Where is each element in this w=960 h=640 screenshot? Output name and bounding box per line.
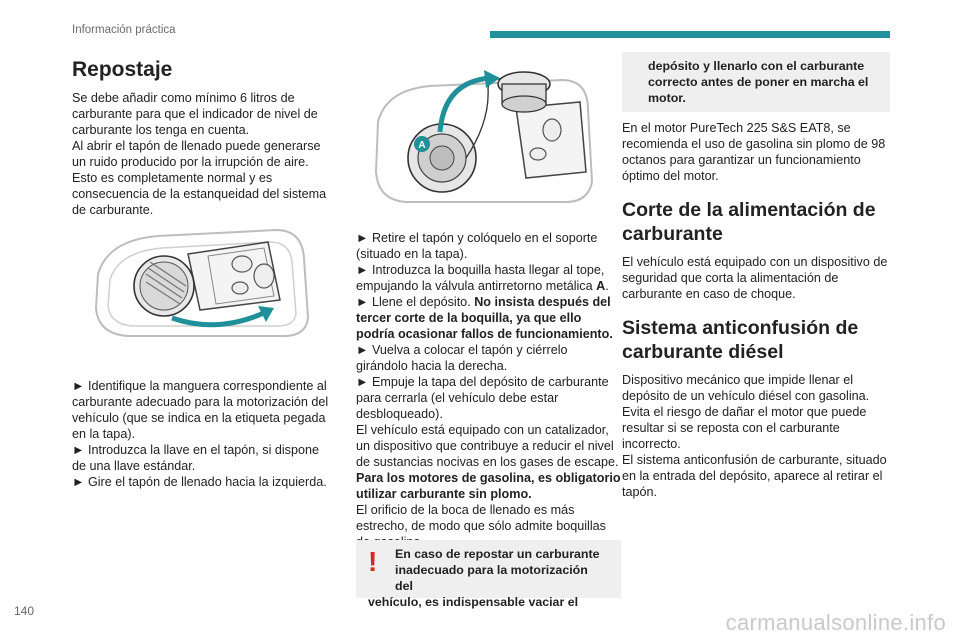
unleaded-notice: Para los motores de gasolina, es obligatorio utilizar carburante sin plomo. — [356, 471, 621, 501]
step-identify-hose: ► Identifique la manguera correspondiente al carburante adecuado para la motorización del vehículo (que se indica en la etiqueta pegada en la tapa). — [72, 379, 329, 441]
step-fill-tank: ► Llene el depósito. No insista después del tercer corte de la boquilla, ya que ello podría ocasionar fallos de funcionamiento. — [356, 295, 613, 341]
valve-label-a: A — [418, 140, 426, 151]
intro-paragraph-2: Al abrir el tapón de llenado puede generarse un ruido producido por la irrupción de aire. Esto es completamente normal y es consecuencia de la estanqueidad del sistema de carburante. — [72, 139, 327, 217]
step-turn-cap: ► Gire el tapón de llenado hacia la izquierda. — [72, 475, 327, 489]
section-title-fuel-cut: Corte de la alimentación de carburante — [622, 199, 876, 245]
section-header: Información práctica — [72, 24, 176, 36]
warning-text: En caso de repostar un carburante inadecuado para la motorización del vehículo, es indispensable vaciar el — [368, 547, 600, 609]
intro-paragraph: Se debe añadir como mínimo 6 litros de carburante para que el indicador de nivel de carburante los tenga en cuenta. — [72, 91, 318, 137]
step-insert-nozzle: ► Introduzca la boquilla hasta llegar al tope, empujando la válvula antirretorno metálica A. — [356, 263, 609, 293]
misfuel-paragraph-1: Dispositivo mecánico que impide llenar el depósito de un vehículo diésel con gasolina. Evita el riesgo de dañar el motor que puede resultar si se reposta con el carburante incorrecto. — [622, 373, 870, 451]
warning-box-continuation — [622, 52, 890, 112]
nozzle-note: El orificio de la boca de llenado es más estrecho, de modo que sólo admite boquillas — [356, 503, 606, 533]
puretech-paragraph: En el motor PureTech 225 S&S EAT8, se recomienda el uso de gasolina sin plomo de 98 octanos para garantizar un funcionamiento óptimo del motor. — [622, 121, 886, 183]
column-right — [622, 120, 890, 500]
fuel-nozzle-illustration — [366, 62, 600, 212]
page-number: 140 — [14, 604, 35, 618]
warning-box — [356, 540, 621, 609]
warning-text-continuation: depósito y llenarlo con el carburante correcto antes de poner en marcha el motor. — [648, 59, 869, 105]
step-replace-cap: ► Vuelva a colocar el tapón y ciérrelo girándolo hacia la derecha. — [356, 343, 568, 373]
column-left — [72, 58, 334, 218]
step-close-flap: ► Empuje la tapa del depósito de carburante para cerrarla (el vehículo debe estar desbloqueado). — [356, 375, 609, 421]
fuel-cut-paragraph: El vehículo está equipado con un dispositivo de seguridad que corta la alimentación de carburante en caso de choque. — [622, 255, 888, 301]
warning-icon: ! — [368, 546, 378, 577]
section-title-misfuel: Sistema anticonfusión de carburante diésel — [622, 317, 859, 363]
misfuel-paragraph-2: El sistema anticonfusión de carburante, situado en la entrada del depósito, aparece al retirar el tapón. — [622, 453, 887, 499]
header-accent-bar — [490, 31, 890, 38]
column-middle — [356, 230, 621, 550]
step-insert-key: ► Introduzca la llave en el tapón, si dispone de una llave estándar. — [72, 443, 319, 473]
step-remove-cap: ► Retire el tapón y colóquelo en el soporte (situado en la tapa). — [356, 231, 598, 261]
site-watermark: carmanualsonline.info — [725, 610, 946, 635]
catalyst-paragraph: El vehículo está equipado con un catalizador, un dispositivo que contribuye a reducir el nivel de sustancias nocivas en los gases de escape. — [356, 423, 619, 469]
column-left-steps — [72, 378, 334, 490]
fuel-cap-illustration — [88, 222, 320, 344]
section-title-repostaje: Repostaje — [72, 58, 173, 81]
